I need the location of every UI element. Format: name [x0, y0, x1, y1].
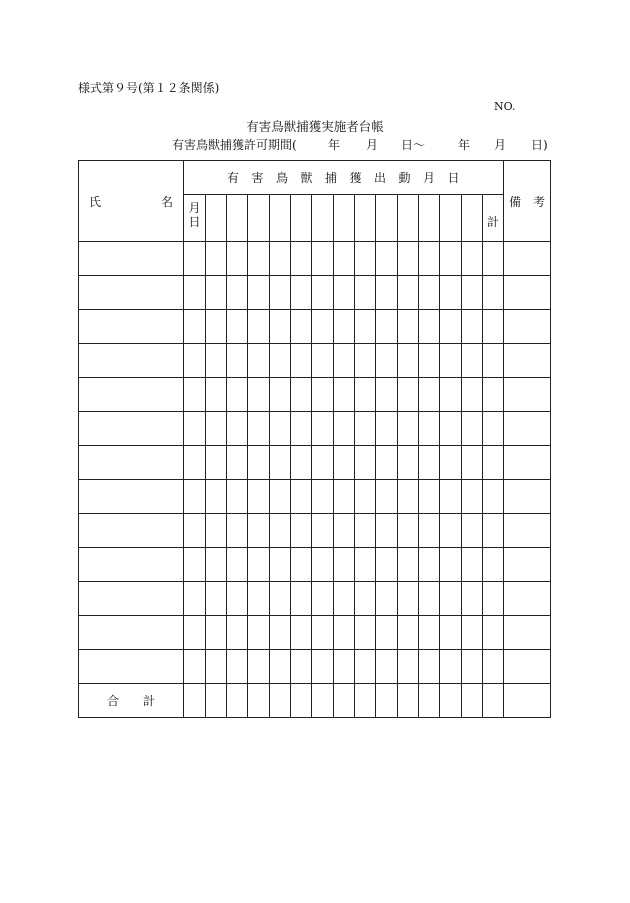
- date-entry-cell[interactable]: [462, 616, 483, 650]
- date-entry-cell[interactable]: [206, 616, 227, 650]
- date-entry-cell[interactable]: [227, 276, 248, 310]
- row-total-cell[interactable]: [483, 276, 504, 310]
- permit-period-label: 有害鳥獣捕獲許可期間(: [172, 138, 297, 152]
- date-entry-cell[interactable]: [462, 480, 483, 514]
- date-entry-cell[interactable]: [248, 446, 270, 480]
- row-total-cell[interactable]: [483, 412, 504, 446]
- date-entry-cell[interactable]: [355, 195, 376, 242]
- date-entry-cell[interactable]: [270, 616, 291, 650]
- period-start-day-unit: 日〜: [401, 138, 426, 152]
- date-entry-cell[interactable]: [206, 242, 227, 276]
- date-entry-cell[interactable]: [376, 242, 398, 276]
- table-row: [79, 276, 551, 310]
- row-total-cell[interactable]: [483, 446, 504, 480]
- date-entry-cell[interactable]: [291, 378, 312, 412]
- date-entry-cell[interactable]: [419, 378, 440, 412]
- header-row: [79, 161, 551, 195]
- date-entry-cell[interactable]: [312, 480, 334, 514]
- date-entry-cell[interactable]: [398, 446, 419, 480]
- row-total-cell[interactable]: [483, 548, 504, 582]
- date-entry-cell[interactable]: [248, 480, 270, 514]
- date-entry-cell[interactable]: [291, 446, 312, 480]
- date-entry-cell[interactable]: [462, 446, 483, 480]
- remarks-cell[interactable]: [504, 242, 551, 276]
- date-entry-cell[interactable]: [462, 412, 483, 446]
- date-entry-cell[interactable]: [291, 514, 312, 548]
- table-row: [79, 616, 551, 650]
- date-entry-cell[interactable]: [184, 650, 206, 684]
- date-entry-cell[interactable]: [270, 548, 291, 582]
- total-cell[interactable]: [206, 684, 227, 718]
- total-cell[interactable]: [483, 684, 504, 718]
- date-entry-cell[interactable]: [355, 582, 376, 616]
- dispatch-dates-header: 有害鳥獣捕獲出動月日: [184, 161, 504, 195]
- date-entry-cell[interactable]: [462, 514, 483, 548]
- date-entry-cell[interactable]: [184, 582, 206, 616]
- date-entry-cell[interactable]: [398, 378, 419, 412]
- date-entry-cell[interactable]: [312, 650, 334, 684]
- date-entry-cell[interactable]: [440, 548, 462, 582]
- date-entry-cell[interactable]: [291, 242, 312, 276]
- name-cell[interactable]: [79, 616, 184, 650]
- date-entry-cell[interactable]: [206, 378, 227, 412]
- date-entry-cell[interactable]: [334, 378, 355, 412]
- date-entry-cell[interactable]: [248, 195, 270, 242]
- date-entry-cell[interactable]: [227, 242, 248, 276]
- date-entry-cell[interactable]: [376, 650, 398, 684]
- name-cell[interactable]: [79, 276, 184, 310]
- name-cell[interactable]: [79, 344, 184, 378]
- date-entry-cell[interactable]: [376, 582, 398, 616]
- table-row: [79, 344, 551, 378]
- row-total-cell[interactable]: [483, 242, 504, 276]
- date-entry-cell[interactable]: [419, 412, 440, 446]
- period-start-month-unit: 月: [366, 138, 379, 152]
- name-header: 氏 名: [79, 161, 184, 242]
- date-entry-cell[interactable]: [227, 412, 248, 446]
- date-entry-cell[interactable]: [291, 276, 312, 310]
- date-entry-cell[interactable]: [227, 548, 248, 582]
- date-entry-cell[interactable]: [462, 378, 483, 412]
- period-end-month-unit: 月: [494, 138, 507, 152]
- date-entry-cell[interactable]: [248, 412, 270, 446]
- date-entry-cell[interactable]: [248, 344, 270, 378]
- date-entry-cell[interactable]: [376, 344, 398, 378]
- date-entry-cell[interactable]: [334, 276, 355, 310]
- date-entry-cell[interactable]: [355, 310, 376, 344]
- date-entry-cell[interactable]: [355, 412, 376, 446]
- date-entry-cell[interactable]: [334, 195, 355, 242]
- date-entry-cell[interactable]: [206, 344, 227, 378]
- table-row: [79, 242, 551, 276]
- date-entry-cell[interactable]: [334, 514, 355, 548]
- date-entry-cell[interactable]: [312, 195, 334, 242]
- date-entry-cell[interactable]: [312, 378, 334, 412]
- date-entry-cell[interactable]: [398, 616, 419, 650]
- date-entry-cell[interactable]: [227, 344, 248, 378]
- date-entry-cell[interactable]: [184, 242, 206, 276]
- date-entry-cell[interactable]: [270, 582, 291, 616]
- date-entry-cell[interactable]: [248, 616, 270, 650]
- date-entry-cell[interactable]: [440, 616, 462, 650]
- date-entry-cell[interactable]: [334, 310, 355, 344]
- date-entry-cell[interactable]: [334, 650, 355, 684]
- date-entry-cell[interactable]: [440, 582, 462, 616]
- total-cell[interactable]: [504, 684, 551, 718]
- date-entry-cell[interactable]: [291, 582, 312, 616]
- date-entry-cell[interactable]: [440, 480, 462, 514]
- date-entry-cell[interactable]: [355, 650, 376, 684]
- date-entry-cell[interactable]: [440, 276, 462, 310]
- total-cell[interactable]: [419, 684, 440, 718]
- date-entry-cell[interactable]: [184, 480, 206, 514]
- name-cell[interactable]: [79, 650, 184, 684]
- date-entry-cell[interactable]: [227, 650, 248, 684]
- table-row: [79, 650, 551, 684]
- date-entry-cell[interactable]: [355, 514, 376, 548]
- date-entry-cell[interactable]: [206, 650, 227, 684]
- date-entry-cell[interactable]: [440, 344, 462, 378]
- date-entry-cell[interactable]: [355, 378, 376, 412]
- date-entry-cell[interactable]: [462, 310, 483, 344]
- remarks-cell[interactable]: [504, 616, 551, 650]
- date-entry-cell[interactable]: [398, 344, 419, 378]
- permit-period-line: [172, 138, 548, 152]
- date-entry-cell[interactable]: [419, 650, 440, 684]
- date-entry-cell[interactable]: [227, 582, 248, 616]
- date-entry-cell[interactable]: [206, 412, 227, 446]
- date-entry-cell[interactable]: [270, 276, 291, 310]
- date-entry-cell[interactable]: [248, 650, 270, 684]
- date-entry-cell[interactable]: [334, 344, 355, 378]
- date-entry-cell[interactable]: [462, 242, 483, 276]
- date-entry-cell[interactable]: [184, 378, 206, 412]
- remarks-cell[interactable]: [504, 480, 551, 514]
- row-total-cell[interactable]: [483, 480, 504, 514]
- date-entry-cell[interactable]: [398, 514, 419, 548]
- date-entry-cell[interactable]: [462, 582, 483, 616]
- date-entry-cell[interactable]: [270, 242, 291, 276]
- total-cell[interactable]: [334, 684, 355, 718]
- table-row: [79, 446, 551, 480]
- total-row-label: 合 計: [79, 684, 184, 718]
- total-column-label: 計: [483, 195, 504, 242]
- date-entry-cell[interactable]: [440, 195, 462, 242]
- date-entry-cell[interactable]: [248, 582, 270, 616]
- date-entry-cell[interactable]: [227, 616, 248, 650]
- total-cell[interactable]: [376, 684, 398, 718]
- date-entry-cell[interactable]: [440, 650, 462, 684]
- row-total-cell[interactable]: [483, 616, 504, 650]
- date-entry-cell[interactable]: [312, 242, 334, 276]
- total-cell[interactable]: [227, 684, 248, 718]
- date-entry-cell[interactable]: [291, 480, 312, 514]
- date-entry-cell[interactable]: [355, 276, 376, 310]
- total-row: [79, 684, 551, 718]
- total-cell[interactable]: [355, 684, 376, 718]
- date-entry-cell[interactable]: [248, 310, 270, 344]
- table-row: [79, 378, 551, 412]
- date-entry-cell[interactable]: [440, 514, 462, 548]
- total-cell[interactable]: [291, 684, 312, 718]
- name-cell[interactable]: [79, 582, 184, 616]
- remarks-header: 備 考: [504, 161, 551, 242]
- date-entry-cell[interactable]: [270, 480, 291, 514]
- date-entry-cell[interactable]: [291, 195, 312, 242]
- date-entry-cell[interactable]: [227, 195, 248, 242]
- table-row: [79, 514, 551, 548]
- date-entry-cell[interactable]: [419, 582, 440, 616]
- date-entry-cell[interactable]: [312, 446, 334, 480]
- table-row: [79, 310, 551, 344]
- date-entry-cell[interactable]: [334, 412, 355, 446]
- row-total-cell[interactable]: [483, 514, 504, 548]
- date-entry-cell[interactable]: [419, 195, 440, 242]
- date-entry-cell[interactable]: [206, 310, 227, 344]
- date-entry-cell[interactable]: [312, 548, 334, 582]
- date-entry-cell[interactable]: [206, 446, 227, 480]
- total-cell[interactable]: [398, 684, 419, 718]
- date-entry-cell[interactable]: [227, 480, 248, 514]
- row-total-cell[interactable]: [483, 344, 504, 378]
- name-cell[interactable]: [79, 378, 184, 412]
- table-row: [79, 480, 551, 514]
- date-entry-cell[interactable]: [355, 446, 376, 480]
- date-entry-cell[interactable]: [355, 480, 376, 514]
- date-entry-cell[interactable]: [270, 310, 291, 344]
- document-title: 有害鳥獣捕獲実施者台帳: [246, 119, 384, 134]
- date-entry-cell[interactable]: [334, 616, 355, 650]
- table-row: [79, 548, 551, 582]
- date-entry-cell[interactable]: [419, 514, 440, 548]
- date-entry-cell[interactable]: [312, 582, 334, 616]
- date-entry-cell[interactable]: [398, 242, 419, 276]
- date-entry-cell[interactable]: [206, 514, 227, 548]
- row-total-cell[interactable]: [483, 650, 504, 684]
- date-entry-cell[interactable]: [184, 412, 206, 446]
- date-entry-cell[interactable]: [398, 310, 419, 344]
- date-entry-cell[interactable]: [440, 412, 462, 446]
- date-entry-cell[interactable]: [248, 514, 270, 548]
- date-entry-cell[interactable]: [419, 616, 440, 650]
- date-entry-cell[interactable]: [355, 242, 376, 276]
- date-entry-cell[interactable]: [184, 616, 206, 650]
- remarks-cell[interactable]: [504, 276, 551, 310]
- date-entry-cell[interactable]: [270, 195, 291, 242]
- table-row: [79, 582, 551, 616]
- date-entry-cell[interactable]: [291, 412, 312, 446]
- date-entry-cell[interactable]: [398, 548, 419, 582]
- date-entry-cell[interactable]: [462, 195, 483, 242]
- date-entry-cell[interactable]: [291, 344, 312, 378]
- date-entry-cell[interactable]: [312, 412, 334, 446]
- date-entry-cell[interactable]: [270, 650, 291, 684]
- period-end-day-unit: 日): [531, 138, 548, 152]
- date-entry-cell[interactable]: [334, 480, 355, 514]
- total-cell[interactable]: [462, 684, 483, 718]
- date-entry-cell[interactable]: [270, 446, 291, 480]
- row-total-cell[interactable]: [483, 582, 504, 616]
- date-entry-cell[interactable]: [440, 446, 462, 480]
- date-entry-cell[interactable]: [419, 446, 440, 480]
- date-entry-cell[interactable]: [291, 650, 312, 684]
- date-entry-cell[interactable]: [376, 514, 398, 548]
- name-cell[interactable]: [79, 480, 184, 514]
- date-entry-cell[interactable]: [184, 446, 206, 480]
- date-entry-cell[interactable]: [334, 582, 355, 616]
- row-total-cell[interactable]: [483, 310, 504, 344]
- date-entry-cell[interactable]: [355, 548, 376, 582]
- date-entry-cell[interactable]: [206, 276, 227, 310]
- name-cell[interactable]: [79, 412, 184, 446]
- period-start-year-unit: 年: [328, 138, 341, 152]
- date-entry-cell[interactable]: [376, 616, 398, 650]
- date-entry-cell[interactable]: [270, 344, 291, 378]
- date-entry-cell[interactable]: [291, 616, 312, 650]
- date-entry-cell[interactable]: [227, 310, 248, 344]
- remarks-cell[interactable]: [504, 378, 551, 412]
- total-cell[interactable]: [312, 684, 334, 718]
- date-entry-cell[interactable]: [355, 616, 376, 650]
- date-entry-cell[interactable]: [398, 480, 419, 514]
- name-cell[interactable]: [79, 548, 184, 582]
- date-entry-cell[interactable]: [291, 548, 312, 582]
- document-number-label: NO.: [494, 100, 516, 113]
- date-entry-cell[interactable]: [334, 548, 355, 582]
- row-total-cell[interactable]: [483, 378, 504, 412]
- total-cell[interactable]: [270, 684, 291, 718]
- date-entry-cell[interactable]: [184, 310, 206, 344]
- ledger-body: [79, 161, 551, 718]
- date-entry-cell[interactable]: [227, 514, 248, 548]
- month-day-label: 月 日: [184, 195, 206, 242]
- date-entry-cell[interactable]: [248, 276, 270, 310]
- total-cell[interactable]: [184, 684, 206, 718]
- remarks-cell[interactable]: [504, 446, 551, 480]
- date-entry-cell[interactable]: [419, 242, 440, 276]
- date-entry-cell[interactable]: [248, 378, 270, 412]
- date-entry-cell[interactable]: [227, 446, 248, 480]
- date-entry-cell[interactable]: [312, 616, 334, 650]
- name-cell[interactable]: [79, 446, 184, 480]
- date-entry-cell[interactable]: [419, 276, 440, 310]
- date-entry-cell[interactable]: [419, 548, 440, 582]
- date-entry-cell[interactable]: [270, 514, 291, 548]
- date-entry-cell[interactable]: [376, 310, 398, 344]
- date-entry-cell[interactable]: [206, 582, 227, 616]
- date-entry-cell[interactable]: [206, 195, 227, 242]
- date-entry-cell[interactable]: [312, 344, 334, 378]
- date-entry-cell[interactable]: [291, 310, 312, 344]
- name-cell[interactable]: [79, 310, 184, 344]
- date-entry-cell[interactable]: [312, 514, 334, 548]
- date-entry-cell[interactable]: [227, 378, 248, 412]
- date-entry-cell[interactable]: [398, 412, 419, 446]
- date-entry-cell[interactable]: [376, 378, 398, 412]
- remarks-cell[interactable]: [504, 650, 551, 684]
- date-entry-cell[interactable]: [398, 650, 419, 684]
- date-entry-cell[interactable]: [440, 310, 462, 344]
- date-entry-cell[interactable]: [462, 650, 483, 684]
- date-entry-cell[interactable]: [376, 195, 398, 242]
- remarks-cell[interactable]: [504, 412, 551, 446]
- date-entry-cell[interactable]: [398, 582, 419, 616]
- form-number-label: 様式第９号(第１２条関係): [78, 81, 220, 95]
- date-entry-cell[interactable]: [376, 548, 398, 582]
- date-entry-cell[interactable]: [462, 548, 483, 582]
- date-entry-cell[interactable]: [398, 195, 419, 242]
- table-row: [79, 412, 551, 446]
- remarks-cell[interactable]: [504, 310, 551, 344]
- date-entry-cell[interactable]: [419, 344, 440, 378]
- remarks-cell[interactable]: [504, 548, 551, 582]
- date-entry-cell[interactable]: [355, 344, 376, 378]
- date-entry-cell[interactable]: [376, 446, 398, 480]
- date-entry-cell[interactable]: [184, 344, 206, 378]
- date-entry-cell[interactable]: [270, 378, 291, 412]
- date-entry-cell[interactable]: [376, 480, 398, 514]
- date-entry-cell[interactable]: [270, 412, 291, 446]
- date-entry-cell[interactable]: [334, 242, 355, 276]
- date-entry-cell[interactable]: [184, 276, 206, 310]
- date-entry-cell[interactable]: [398, 276, 419, 310]
- date-entry-cell[interactable]: [206, 548, 227, 582]
- date-entry-cell[interactable]: [184, 548, 206, 582]
- date-entry-cell[interactable]: [312, 310, 334, 344]
- total-cell[interactable]: [248, 684, 270, 718]
- date-entry-cell[interactable]: [440, 242, 462, 276]
- remarks-cell[interactable]: [504, 582, 551, 616]
- date-entry-cell[interactable]: [248, 242, 270, 276]
- date-entry-cell[interactable]: [419, 310, 440, 344]
- name-cell[interactable]: [79, 242, 184, 276]
- name-cell[interactable]: [79, 514, 184, 548]
- total-cell[interactable]: [440, 684, 462, 718]
- date-entry-cell[interactable]: [184, 514, 206, 548]
- date-entry-cell[interactable]: [334, 446, 355, 480]
- date-entry-cell[interactable]: [248, 548, 270, 582]
- date-entry-cell[interactable]: [440, 378, 462, 412]
- date-entry-cell[interactable]: [312, 276, 334, 310]
- period-end-year-unit: 年: [458, 138, 471, 152]
- date-entry-cell[interactable]: [462, 276, 483, 310]
- date-entry-cell[interactable]: [206, 480, 227, 514]
- date-entry-cell[interactable]: [462, 344, 483, 378]
- hunter-ledger-table: [78, 160, 551, 718]
- date-entry-cell[interactable]: [376, 412, 398, 446]
- remarks-cell[interactable]: [504, 344, 551, 378]
- remarks-cell[interactable]: [504, 514, 551, 548]
- date-entry-cell[interactable]: [419, 480, 440, 514]
- date-entry-cell[interactable]: [376, 276, 398, 310]
